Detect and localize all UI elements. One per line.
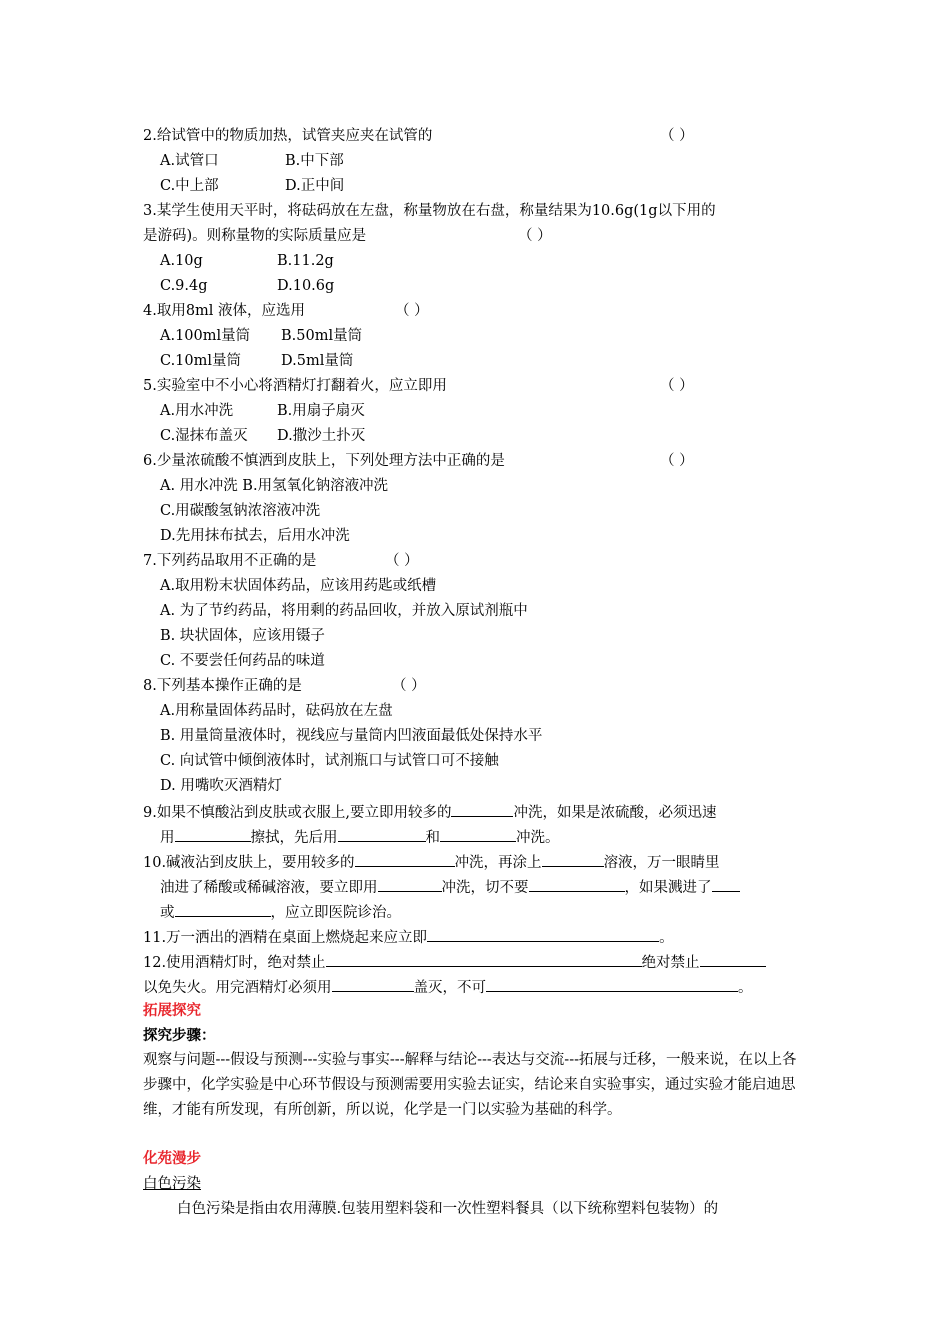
question-5-option-c: C.湿抹布盖灭: [160, 428, 248, 444]
answer-blank[interactable]: [332, 976, 414, 992]
question-2-option-a: A.试管口: [160, 153, 219, 169]
question-6-option-d: D.先用抹布拭去，后用水冲洗: [160, 528, 350, 544]
answer-blank[interactable]: [529, 876, 625, 892]
answer-blank[interactable]: [326, 951, 642, 967]
question-7-option-1: A.取用粉末状固体药品，应该用药匙或纸槽: [160, 578, 437, 594]
question-7-stem: 7.下列药品取用不正确的是: [143, 553, 317, 569]
white-pollution-paragraph: 白色污染是指由农用薄膜.包装用塑料袋和一次性塑料餐具（以下统称塑料包装物）的: [177, 1201, 719, 1217]
question-4-option-b: B.50ml量筒: [281, 328, 363, 344]
question-8-option-2: B. 用量筒量液体时，视线应与量筒内凹液面最低处保持水平: [160, 728, 543, 744]
question-6-option-ab: A. 用水冲洗 B.用氢氧化钠溶液冲洗: [160, 478, 389, 494]
question-4-answer-paren: （ ）: [395, 303, 429, 319]
question-4-option-d: D.5ml量筒: [281, 353, 354, 369]
section-heading-chem-garden: 化苑漫步: [143, 1151, 201, 1167]
answer-blank[interactable]: [700, 951, 766, 967]
question-6-stem: 6.少量浓硫酸不慎洒到皮肤上，下列处理方法中正确的是: [143, 453, 505, 469]
question-4-option-c: C.10ml量筒: [160, 353, 242, 369]
question-10-line2: 油进了稀酸或稀碱溶液，要立即用 冲洗，切不要 ，如果溅进了: [160, 876, 740, 898]
question-11: 11.万一洒出的酒精在桌面上燃烧起来应立即 。: [143, 926, 674, 948]
question-2-option-d: D.正中间: [285, 178, 345, 194]
answer-blank[interactable]: [486, 976, 738, 992]
question-7-option-2: A. 为了节约药品，将用剩的药品回收，并放入原试剂瓶中: [160, 603, 528, 619]
question-6-answer-paren: （ ）: [660, 453, 694, 469]
question-12-line2: 以免失火。用完酒精灯必须用 盖灭，不可 。: [143, 976, 753, 998]
answer-blank[interactable]: [427, 926, 659, 942]
question-7-option-4: C. 不要尝任何药品的味道: [160, 653, 325, 669]
question-10-line3: 或 ，应立即医院诊治。: [160, 901, 401, 923]
section-steps-paragraph: 观察与问题---假设与预测---实验与事实---解释与结论---表达与交流---拓展与迁移，一般来说，在以上各步骤中，化学实验是中心环节假设与预测需要用实验去证实，结论来自实验事实，通过实验才能启迪思维，才能有所发现，有所创新，所以说，化学是一门以实验为基础的科学。: [143, 1052, 797, 1118]
question-5-answer-paren: （ ）: [660, 378, 694, 394]
question-4-option-a: A.100ml量筒: [160, 328, 251, 344]
question-9-line2: 用 擦拭，先后用 和 冲洗。: [160, 826, 560, 848]
question-10-line1: 10.碱液沾到皮肤上，要用较多的 冲洗，再涂上 溶液，万一眼睛里: [143, 851, 720, 873]
question-3-option-d: D.10.6g: [277, 278, 335, 294]
answer-blank[interactable]: [175, 826, 251, 842]
question-2-option-b: B.中下部: [285, 153, 344, 169]
question-12-line1: 12.使用酒精灯时，绝对禁止 绝对禁止: [143, 951, 766, 973]
answer-blank[interactable]: [440, 826, 516, 842]
question-5-option-a: A.用水冲洗: [160, 403, 234, 419]
question-6-option-c: C.用碳酸氢钠浓溶液冲洗: [160, 503, 321, 519]
answer-blank[interactable]: [451, 801, 513, 817]
question-2-stem: 2.给试管中的物质加热，试管夹应夹在试管的: [143, 128, 433, 144]
question-5-option-d: D.撒沙土扑灭: [277, 428, 366, 444]
answer-blank[interactable]: [542, 851, 604, 867]
section-heading-extension: 拓展探究: [143, 1003, 201, 1019]
question-3-option-b: B.11.2g: [277, 253, 334, 269]
question-8-option-3: C. 向试管中倾倒液体时，试剂瓶口与试管口可不接触: [160, 753, 499, 769]
question-8-option-4: D. 用嘴吹灭酒精灯: [160, 778, 282, 794]
answer-blank[interactable]: [338, 826, 426, 842]
question-8-stem: 8.下列基本操作正确的是: [143, 678, 302, 694]
section-subheading-steps: 探究步骤：: [143, 1028, 216, 1044]
question-2-answer-paren: （ ）: [660, 128, 694, 144]
question-3-option-a: A.10g: [160, 253, 203, 269]
question-3-stem-line2: 是游码)。则称量物的实际质量应是: [143, 228, 367, 244]
answer-blank[interactable]: [712, 876, 740, 892]
question-7-answer-paren: （ ）: [385, 553, 419, 569]
section-subheading-white-pollution: 白色污染: [143, 1176, 201, 1192]
question-3-answer-paren: （ ）: [518, 228, 552, 244]
answer-blank[interactable]: [175, 901, 271, 917]
question-8-option-1: A.用称量固体药品时，砝码放在左盘: [160, 703, 393, 719]
question-8-answer-paren: （ ）: [392, 678, 426, 694]
answer-blank[interactable]: [355, 851, 455, 867]
question-2-option-c: C.中上部: [160, 178, 219, 194]
question-3-stem-line1: 3.某学生使用天平时，将砝码放在左盘，称量物放在右盘，称量结果为10.6g(1g以下用的: [143, 203, 716, 219]
question-5-stem: 5.实验室中不小心将酒精灯打翻着火，应立即用: [143, 378, 447, 394]
question-7-option-3: B. 块状固体，应该用镊子: [160, 628, 325, 644]
question-9-line1: 9.如果不慎酸沾到皮肤或衣服上,要立即用较多的 冲洗，如果是浓硫酸，必须迅速: [143, 801, 716, 823]
question-5-option-b: B.用扇子扇灭: [277, 403, 365, 419]
answer-blank[interactable]: [378, 876, 442, 892]
question-3-option-c: C.9.4g: [160, 278, 208, 294]
question-4-stem: 4.取用8ml 液体，应选用: [143, 303, 306, 319]
